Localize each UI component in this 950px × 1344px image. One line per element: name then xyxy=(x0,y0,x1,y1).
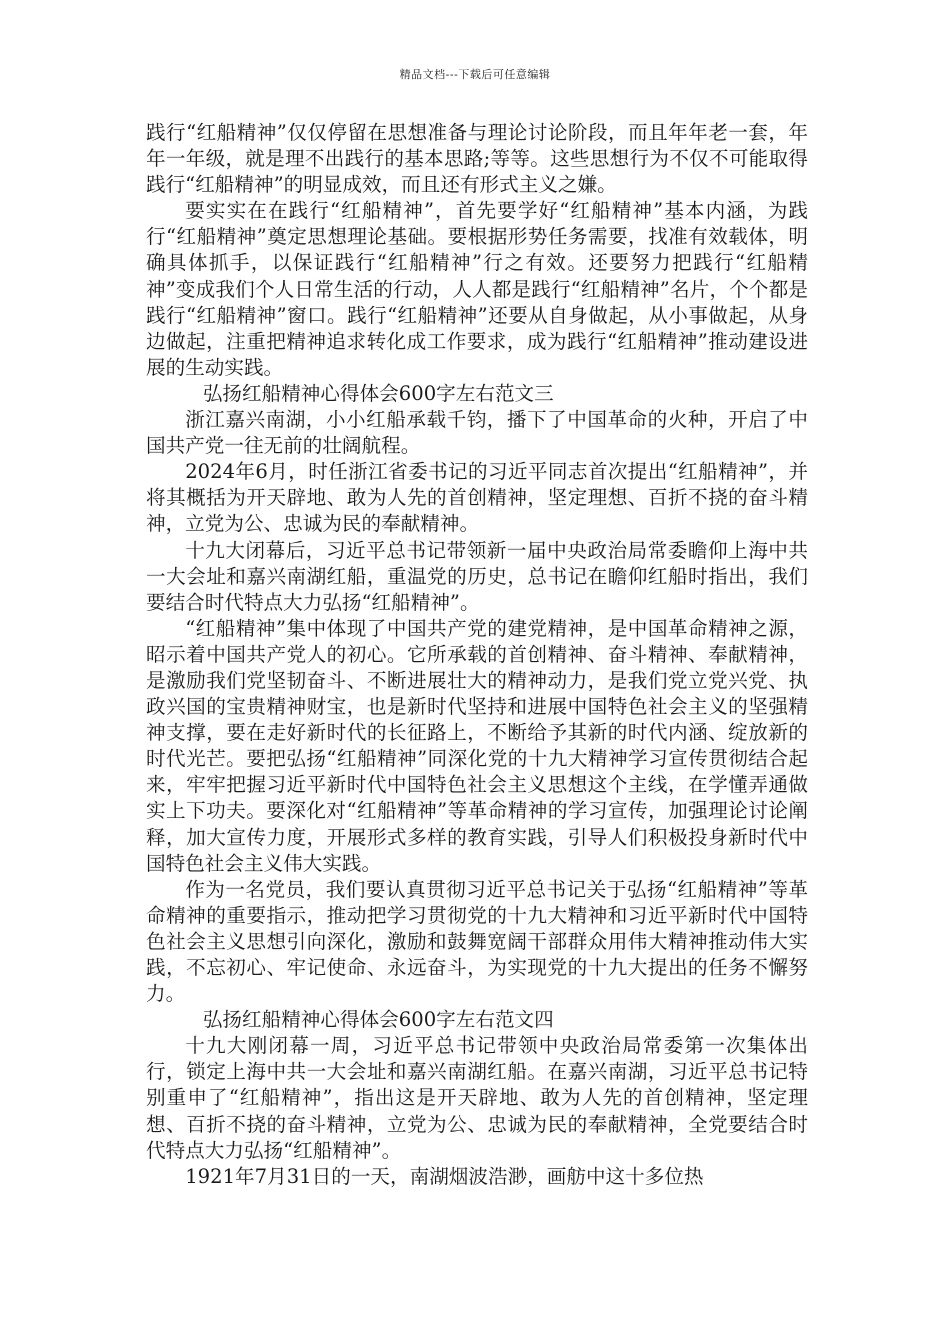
section-heading: 弘扬红船精神心得体会600字左右范文三 xyxy=(202,381,554,405)
paragraph: “红船精神”集中体现了中国共产党的建党精神，是中国革命精神之源，昭示着中国共产党人的初心。它所承载的首创精神、奋斗精神、奉献精神，是激励我们党坚韧奋斗、不断进展壮大的精神动力，是我们党立党兴党、执政兴国的宝贵精神财宝，也是新时代坚持和进展中国特色社会主义的坚强精神支撑，要在走好新时代的长征路上，不断给予其新的时代内涵、绽放新的时代光芒。要把弘扬“红船精神”同深化党的十九大精神学习宣传贯彻结合起来，牢牢把握习近平新时代中国特色社会主义思想这个主线，在学懂弄通做实上下功夫。要深化对“红船精神”等革命精神的学习宣传，加强理论讨论阐释，加大宣传力度，开展形式多样的教育实践，引导人们积极投身新时代中国特色社会主义伟大实践。 xyxy=(146,616,808,875)
paragraph: 十九大闭幕后，习近平总书记带领新一届中央政治局常委瞻仰上海中共一大会址和嘉兴南湖红船，重温党的历史，总书记在瞻仰红船时指出，我们要结合时代特点大力弘扬“红船精神”。 xyxy=(146,538,808,614)
paragraph: 十九大刚闭幕一周，习近平总书记带领中央政治局常委第一次集体出行，锁定上海中共一大会址和嘉兴南湖红船。在嘉兴南湖，习近平总书记特别重申了“红船精神”，指出这是开天辟地、敢为人先的首创精神，坚定理想、百折不挠的奋斗精神，立党为公、忠诚为民的奉献精神，全党要结合时代特点大力弘扬“红船精神”。 xyxy=(146,1034,808,1162)
paragraph: 2024年6月，时任浙江省委书记的习近平同志首次提出“红船精神”，并将其概括为开天辟地、敢为人先的首创精神，坚定理想、百折不挠的奋斗精神，立党为公、忠诚为民的奉献精神。 xyxy=(146,460,808,536)
section-heading: 弘扬红船精神心得体会600字左右范文四 xyxy=(202,1008,554,1032)
paragraph: 1921年7月31日的一天，南湖烟波浩渺，画舫中这十多位热 xyxy=(185,1164,704,1188)
paragraph: 践行“红船精神”仅仅停留在思想准备与理论讨论阶段，而且年年老一套，年年一年级，就是理不出践行的基本思路;等等。这些思想行为不仅不可能取得践行“红船精神”的明显成效，而且还有形式主义之嫌。 xyxy=(146,121,808,197)
document-body xyxy=(146,120,808,1190)
paragraph: 作为一名党员，我们要认真贯彻习近平总书记关于弘扬“红船精神”等革命精神的重要指示，推动把学习贯彻党的十九大精神和习近平新时代中国特色社会主义思想引向深化，激励和鼓舞宽阔干部群众用伟大精神推动伟大实践，不忘初心、牢记使命、永远奋斗，为实现党的十九大提出的任务不懈努力。 xyxy=(146,877,808,1006)
page-header: 精品文档---下载后可任意编辑 xyxy=(399,68,551,81)
paragraph: 浙江嘉兴南湖，小小红船承载千钧，播下了中国革命的火种，开启了中国共产党一往无前的壮阔航程。 xyxy=(146,408,808,458)
paragraph: 要实实在在践行“红船精神”，首先要学好“红船精神”基本内涵，为践行“红船精神”奠定思想理论基础。要根据形势任务需要，找准有效载体，明确具体抓手，以保证践行“红船精神”行之有效。还要努力把践行“红船精神”变成我们个人日常生活的行动，人人都是践行“红船精神”名片，个个都是践行“红船精神”窗口。践行“红船精神”还要从自身做起，从小事做起，从身边做起，注重把精神追求转化成工作要求，成为践行“红船精神”推动建设进展的生动实践。 xyxy=(146,199,808,379)
